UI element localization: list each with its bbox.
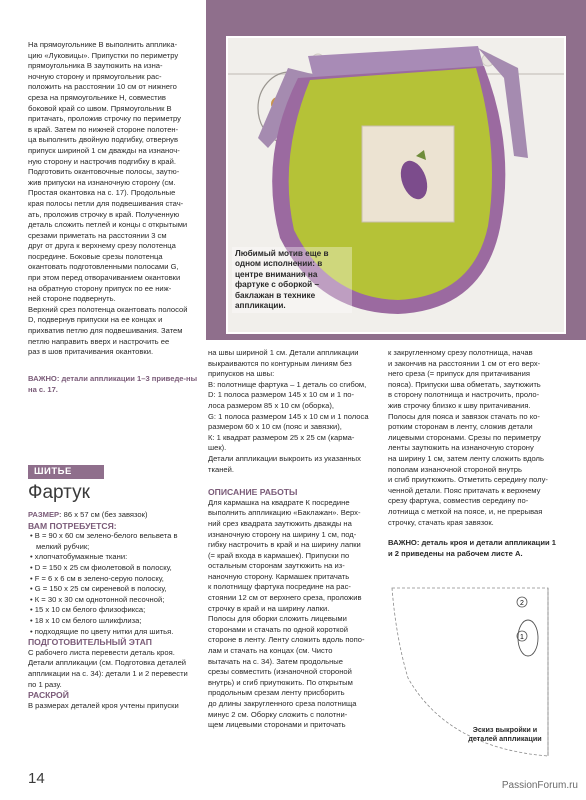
col3-line: жив строчку близко к шву притачивания.: [388, 400, 531, 410]
col1-line: прихватив петлю для подвешивания. Затем: [28, 326, 183, 336]
col2b-line: срезы совместить (изнаночной стороной: [208, 667, 352, 677]
diagram-caption: Эскиз выкройки и деталей аппликации: [468, 725, 542, 743]
col1-line: ней стороне подвернуть.: [28, 294, 116, 304]
watermark: PassionForum.ru: [501, 780, 578, 791]
col3-line: строчку, стачать края завязок.: [388, 517, 494, 527]
cut-text: В размерах деталей кроя учтены припуски: [28, 700, 179, 710]
col2b-line: гибку настрочить в край и на ширину лапки: [208, 540, 361, 550]
needs-item: • 18 x 10 см белого шликфлиза;: [30, 615, 142, 625]
size-line: РАЗМЕР: 86 x 57 см (без завязок): [28, 510, 148, 519]
col3-line: в сторону полотнища и настрочить, проло-: [388, 390, 540, 400]
col2b-line: минус 2 см. Оборку сложить с полотни-: [208, 709, 348, 719]
diagram-label-2: 2: [520, 600, 524, 607]
col1-line: жив припуски на изнаночную сторону (см.: [28, 177, 176, 187]
col1-line: ца выполнить двойную подгибку, отвернув: [28, 135, 178, 145]
col1-line: при этом перед отворачиванием окантовки: [28, 273, 181, 283]
col2-line: G: 1 полоса размером 145 x 10 см и 1 полоса: [208, 411, 369, 421]
col1-line: ать, проложив строчку в край. Полученную: [28, 209, 180, 219]
col2b-line: (= край входа в кармашек). Припуски по: [208, 550, 350, 560]
col1-line: среза на прямоугольнике Н, совместив: [28, 92, 166, 102]
col2-line: лоса размером 85 x 10 см (оборка),: [208, 400, 334, 410]
col3-line: на ширину 1 см, затем ленту сложить вдоль: [388, 453, 544, 463]
col1-line: окантовать подготовленными полосами G,: [28, 262, 179, 272]
needs-item: • 15 x 10 см белого флизофикса;: [30, 605, 146, 615]
col2b-line: Полосы для оборки сложить лицевыми: [208, 614, 347, 624]
col2b-line: сторонами и стачать по одной короткой: [208, 624, 348, 634]
col3-line: него среза (= припуск для притачивания: [388, 369, 530, 379]
col2b-line: Для кармашка на квадрате К посредине: [208, 497, 350, 507]
col1-line: D, подвернув припуски на ее концах и: [28, 315, 163, 325]
materials-block: [28, 510, 198, 711]
col2-line: размером 60 x 10 см (пояс и завязки),: [208, 422, 342, 432]
needs-item: • хлопчатобумажные ткани:: [30, 552, 128, 562]
col1-line: Простая окантовка на с. 17). Продольные: [28, 188, 176, 198]
col2b-line: щем лицевыми сторонами и приточать: [208, 720, 346, 730]
column-1-text: [28, 40, 198, 358]
col2-line: К: 1 квадрат размером 25 x 25 см (карма-: [208, 432, 355, 442]
col2-line: Детали аппликации выкроить из указанных: [208, 453, 361, 463]
col3-line: ротким сторонам в ленту, сложив детали: [388, 422, 533, 432]
col1-line: прямоугольника В заутюжить на изна-: [28, 61, 163, 71]
col2b-line: выполнить аппликацию «Баклажан». Верх-: [208, 508, 361, 518]
section-title: Фартук: [28, 482, 90, 503]
col3-line: лотнища с меткой на поясе, и, не прерывая: [388, 506, 543, 516]
col2b-line: остальным сторонам заутюжить на из-: [208, 561, 345, 571]
cutting-details: [208, 348, 376, 475]
col1-line: цию «Луковицы». Припустки по периметру: [28, 50, 179, 60]
col3-line: Полосы для пояса и завязок стачать по ко-: [388, 411, 540, 421]
col2b-line: внутрь) и сгиб приутюжить. По открытым: [208, 677, 353, 687]
photo-caption: Любимый мотив еще в одном исполнении: в центре внимания на фартуке с оборкой – баклажан в технике аппликации.: [232, 247, 352, 313]
col1-line: На прямоугольнике В выполнить апплика-: [28, 40, 178, 49]
col3-line: пополам изнаночной стороной внутрь: [388, 464, 522, 474]
needs-list: [28, 531, 198, 637]
col1-line: припуск шириной 1 см дважды на изнаноч-: [28, 145, 180, 155]
assembly-steps: [388, 348, 558, 528]
col2-line: припусков на швы:: [208, 369, 275, 379]
col2b-line: стоянии 12 см от верхнего среза, проложив: [208, 593, 362, 603]
col1-line: раз в шов притачивания окантовки.: [28, 347, 154, 357]
col3-line: к закругленному срезу полотнища, начав: [388, 348, 533, 357]
col1-line: ночную сторону и прямоугольник рас-: [28, 71, 162, 81]
page-number: 14: [28, 770, 45, 787]
col2-line: выкраиваются по контурным линиям без: [208, 358, 352, 368]
col2b-line: лам и стачать на концах (см. Чисто: [208, 646, 333, 656]
col3-line: срезу фартука, совместив середину по-: [388, 496, 529, 506]
col2b-line: к полотнищу фартука посредине на рас-: [208, 582, 351, 592]
col2b-line: продольным срезам ленту присборить: [208, 688, 345, 698]
col2-line: D: 1 полоса размером 145 x 10 см и 1 по-: [208, 390, 355, 400]
col3-line: пояса). Припуски шва обметать, заутюжить: [388, 379, 541, 389]
col2b-line: до длины закругленного среза полотнища: [208, 699, 357, 708]
important-note-2: ВАЖНО: деталь кроя и детали аппликации 1 и 2 приведены на рабочем листе А.: [388, 538, 557, 558]
col2-line: тканей.: [208, 464, 234, 474]
prep-heading: ПОДГОТОВИТЕЛЬНЫЙ ЭТАП: [28, 637, 152, 648]
prep-text: С рабочего листа перевести деталь кроя. Детали аппликации (см. Подготовка деталей аппликации на с. 34): детали 1 и 2 перевести по 1 разу.: [28, 647, 188, 689]
col2-line: шек).: [208, 443, 227, 453]
col1-line: друг от друга к верхнему срезу полотенца: [28, 241, 176, 251]
col3-line: ленты заутюжить на изнаночную сторону: [388, 443, 534, 453]
col3-line: и закончив на расстоянии 1 см от его верх-: [388, 358, 541, 368]
needs-item: • F = 6 x 6 см в зелено-серую полоску,: [30, 573, 164, 583]
col1-line: боковой край со швом. Прямоугольник В: [28, 103, 172, 113]
col3-line: ченной детали. Пояс притачать к верхнему: [388, 485, 541, 495]
col2b-line: строчку в край и на ширину лапки.: [208, 603, 330, 613]
needs-item: • D = 150 x 25 см фиолетовой в полоску,: [30, 562, 172, 572]
col1-line: петлю направить вверх и настрочить ее: [28, 336, 170, 346]
col2b-line: ний срез квадрата заутюжить дважды на: [208, 518, 352, 528]
section-label: ШИТЬЕ: [28, 465, 104, 479]
work-description-heading: ОПИСАНИЕ РАБОТЫ: [208, 487, 298, 498]
col1-line: Подготовить окантовочные полосы, заутю-: [28, 167, 180, 177]
col1-line: деталь сложить петлей и концы с открытыми: [28, 220, 188, 230]
col1-line: срезами приметать на расстоянии 3 см: [28, 230, 167, 240]
col1-line: в край. Затем по нижней стороне полотен-: [28, 124, 179, 134]
col1-line: посредине. Боковые срезы полотенца: [28, 251, 163, 261]
col2b-line: вытачать на с. 34). Затем продольные: [208, 656, 343, 666]
col3-line: лицевыми сторонами. Срезы по периметру: [388, 432, 541, 442]
column-2-text: [208, 348, 376, 731]
col2b-line: наночную сторону. Кармашек притачать: [208, 571, 350, 581]
col3-line: и сгиб приутюжить. Отметить середину полу-: [388, 475, 548, 485]
col2b-line: изнаночную сторону на ширину 1 см, под-: [208, 529, 357, 539]
col2b-line: стороне в ленту. Ленту сложить вдоль попо-: [208, 635, 365, 645]
col2-line: на швы шириной 1 см. Детали аппликации: [208, 348, 359, 357]
col1-line: края полосы петли для подвешивания стач-: [28, 198, 184, 208]
important-note-1: ВАЖНО: детали аппликации 1–3 приведе-ны на с. 17.: [28, 374, 198, 394]
col1-line: положить на расстоянии 10 см от нижнего: [28, 82, 177, 92]
needs-item: • К = 30 x 30 см однотонной песочной;: [30, 594, 165, 604]
cut-heading: РАСКРОЙ: [28, 690, 69, 701]
col1-line: Верхний срез полотенца окантовать полосой: [28, 304, 188, 314]
col1-line: ную сторону и настрочив подгибку в край.: [28, 156, 176, 166]
needs-item: • G = 150 x 25 см сиреневой в полоску,: [30, 584, 167, 594]
column-3-text: [388, 348, 558, 559]
needs-heading: ВАМ ПОТРЕБУЕТСЯ:: [28, 520, 117, 531]
needs-item: • подходящие по цвету нитки для шитья.: [30, 626, 174, 636]
col1-line: на обратную сторону припуск по ее ниж-: [28, 283, 172, 293]
needs-item: • В = 90 x 60 см зелено-белого вельвета в мелкий рубчик;: [30, 531, 178, 551]
col2-line: В: полотнище фартука – 1 деталь со сгибом,: [208, 379, 367, 389]
diagram-label-1: 1: [520, 634, 524, 641]
work-description: [208, 498, 376, 731]
col1-line: притачать, проложив строчку по периметру: [28, 114, 181, 124]
